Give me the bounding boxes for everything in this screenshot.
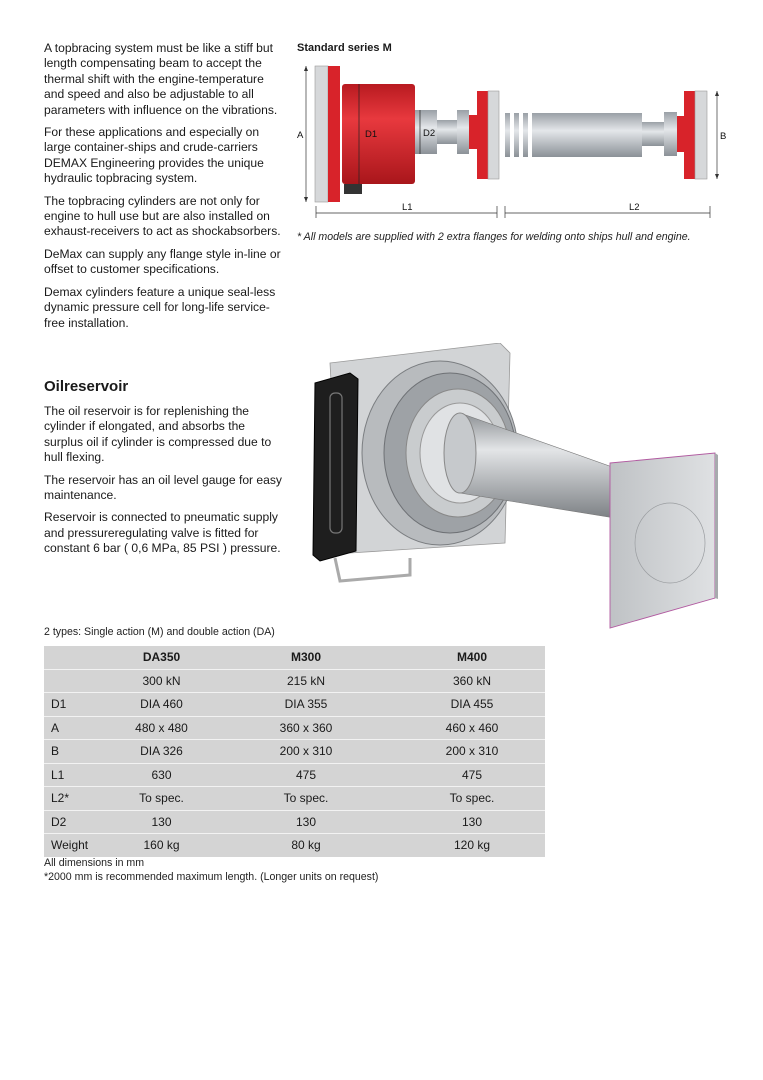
table-cell: D2 (44, 810, 110, 834)
oilreservoir-text (44, 404, 284, 564)
oil-paragraph: The oil reservoir is for replenishing the cylinder if elongated, and absorbs the surplus oil if cylinder is compressed due to hull flexing. (44, 404, 272, 465)
table-cell: 475 (213, 763, 399, 787)
cylinder-dimension-diagram (292, 58, 732, 228)
table-cell: A (44, 716, 110, 740)
types-caption: 2 types: Single action (M) and double action (DA) (44, 626, 275, 638)
table-cell: 475 (399, 763, 545, 787)
table-cell: 80 kg (291, 838, 321, 853)
table-cell: 215 kN (213, 669, 399, 693)
dim-label-d2: D2 (423, 128, 436, 139)
intro-paragraph: The topbracing cylinders are not only for engine to hull use but are also installed on exhaust-receivers to act as shockabsorbers. (44, 193, 281, 239)
intro-text (44, 41, 284, 338)
table-cell: To spec. (399, 787, 545, 811)
table-cell: DIA 355 (213, 693, 399, 717)
oil-paragraph: The reservoir has an oil level gauge for easy maintenance. (44, 472, 282, 503)
table-cell: B (44, 740, 110, 764)
table-header-cell: DA350 (110, 646, 213, 669)
oilreservoir-heading: Oilreservoir (44, 378, 129, 395)
diagram-title: Standard series M (297, 42, 392, 54)
oil-paragraph: Reservoir is connected to pneumatic supply and pressureregulating valve is fitted for constant 6 bar ( 0,6 MPa, 85 PSI ) pressure. (44, 510, 281, 556)
table-row (44, 834, 545, 857)
table-row (44, 669, 545, 693)
table-cell: DIA 455 (399, 693, 545, 717)
table-cell: 460 x 460 (399, 716, 545, 740)
dim-label-d1: D1 (365, 129, 378, 140)
flange-footnote: * All models are supplied with 2 extra flanges for welding onto ships hull and engine. (297, 231, 691, 243)
table-row (44, 716, 545, 740)
spec-table (44, 646, 545, 857)
table-cell: 360 kN (399, 669, 545, 693)
dim-label-l2: L2 (629, 202, 640, 213)
intro-paragraph: DeMax can supply any flange style in-line or offset to customer specifications. (44, 246, 281, 277)
table-cell: 120 kg (453, 838, 491, 853)
dimension-note: All dimensions in mm (44, 857, 145, 869)
table-cell: 160 kg (143, 838, 180, 853)
table-cell: 300 kN (110, 669, 213, 693)
table-cell: DIA 326 (110, 740, 213, 764)
table-header-row (44, 646, 545, 669)
table-cell: DIA 460 (110, 693, 213, 717)
table-cell (44, 669, 110, 693)
table-cell: 130 (110, 810, 213, 834)
table-row (44, 740, 545, 764)
table-cell: D1 (44, 693, 110, 717)
intro-paragraph: For these applications and especially on large container-ships and crude-carriers DEMAX Engineering provides the unique hydraulic topbracing system. (44, 125, 264, 186)
table-cell: 200 x 310 (213, 740, 399, 764)
table-cell: 480 x 480 (110, 716, 213, 740)
table-notes (44, 856, 378, 884)
dim-label-b: B (720, 131, 727, 142)
table-cell: L1 (44, 763, 110, 787)
length-note: *2000 mm is recommended maximum length. (Longer units on request) (44, 871, 379, 883)
table-cell: 630 (110, 763, 213, 787)
table-header-cell: M400 (399, 646, 545, 669)
cylinder-3d-render (310, 343, 730, 633)
table-cell: 130 (213, 810, 399, 834)
dim-label-l1: L1 (402, 202, 413, 213)
table-cell: 200 x 310 (399, 740, 545, 764)
table-header-cell (44, 646, 110, 669)
table-cell: To spec. (110, 787, 213, 811)
table-cell: L2* (44, 787, 110, 811)
intro-paragraph: Demax cylinders feature a unique seal-less dynamic pressure cell for long-life service-free installation. (44, 284, 276, 330)
table-cell: 130 (399, 810, 545, 834)
table-cell: 360 x 360 (213, 716, 399, 740)
intro-paragraph: A topbracing system must be like a stiff but length compensating beam to accept the thermal shift with the engine-temperature and speed and also be adjustable to all parameters with influence on the vibrations. (44, 41, 278, 117)
table-row (44, 693, 545, 717)
table-cell: Weight (51, 838, 89, 853)
table-header-cell: M300 (213, 646, 399, 669)
table-row (44, 810, 545, 834)
table-row (44, 763, 545, 787)
table-cell: To spec. (213, 787, 399, 811)
table-row (44, 787, 545, 811)
dim-label-a: A (297, 130, 304, 141)
